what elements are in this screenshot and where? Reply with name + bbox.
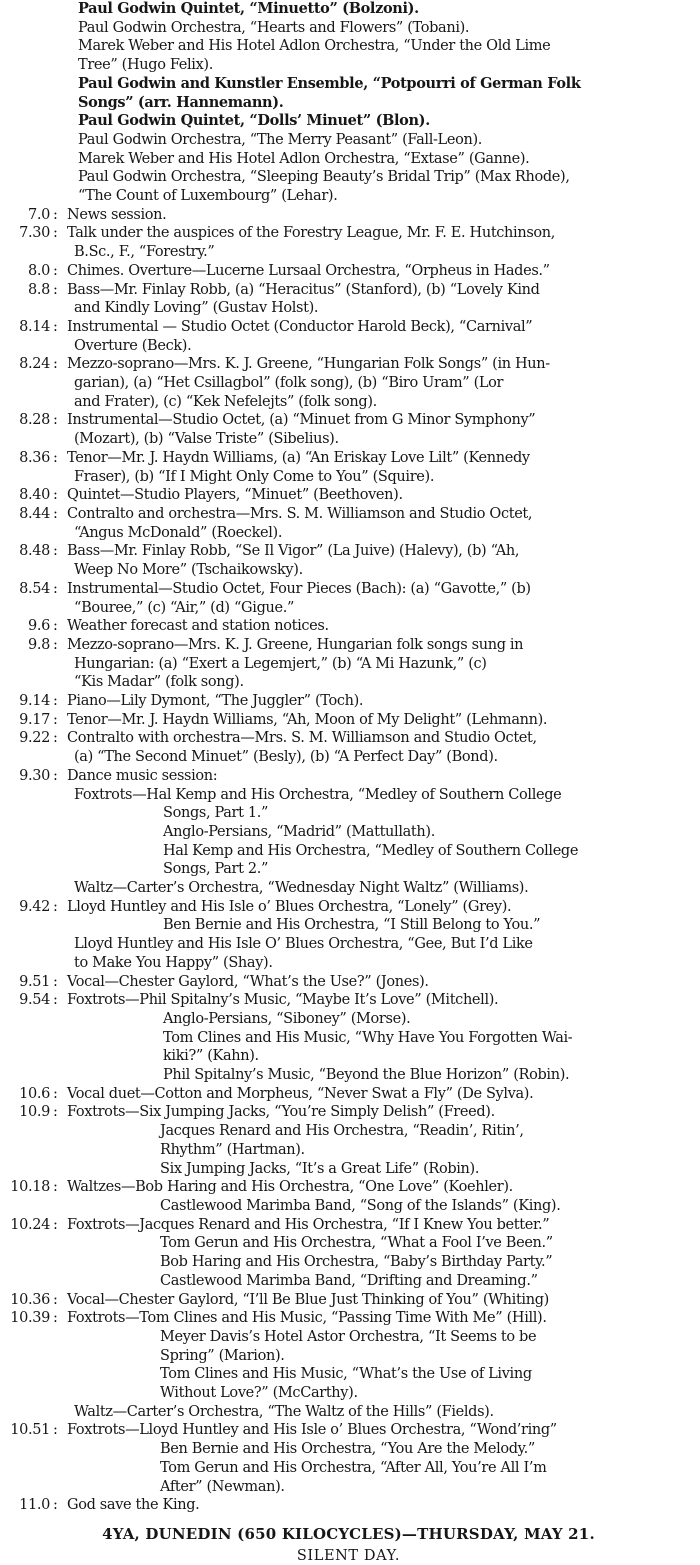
programme-line: Ben Bernie and His Orchestra, “I Still Belong to You.” — [163, 917, 541, 934]
time-separator: : — [53, 730, 58, 747]
item-text: God save the King. — [67, 1497, 200, 1514]
programme-line: (a) “The Second Minuet” (Besly), (b) “A Perfect Day” (Bond). — [74, 749, 498, 766]
item-text: Mezzo-soprano—Mrs. K. J. Greene, “Hungarian Folk Songs” (in Hun- — [67, 356, 550, 373]
item-text: Foxtrots—Phil Spitalny’s Music, “Maybe It’s Love” (Mitchell). — [67, 992, 499, 1009]
programme-line: Tom Clines and His Music, “What’s the Use of Living — [160, 1366, 532, 1383]
item-text: Foxtrots—Jacques Renard and His Orchestra, “If I Knew You better.” — [67, 1216, 550, 1233]
item-text: Chimes. Overture—Lucerne Lursaal Orchestra, “Orpheus in Hades.” — [67, 262, 550, 279]
programme-line: Paul Godwin Orchestra, “Hearts and Flowers” (Tobani). — [78, 19, 470, 36]
programme-item — [0, 224, 697, 243]
programme-line: Castlewood Marimba Band, “Drifting and Dreaming.” — [160, 1272, 538, 1289]
programme-line: “Bouree,” (c) “Air,” (d) “Gigue.” — [74, 599, 295, 616]
programme-item — [0, 1103, 697, 1122]
programme-line: Hungarian: (a) “Exert a Legemjert,” (b) “A Mi Hazunk,” (c) — [74, 655, 487, 672]
time-label: 9.22 — [19, 730, 50, 747]
time-label: 9.8 — [27, 636, 50, 653]
programme-line: and Kindly Loving” (Gustav Holst). — [74, 300, 319, 317]
programme-line: Six Jumping Jacks, “It’s a Great Life” (Robin). — [160, 1160, 480, 1177]
programme-item — [0, 898, 697, 917]
time-label: 9.30 — [19, 767, 50, 784]
time-label: 9.17 — [19, 711, 50, 728]
item-text: Vocal—Chester Gaylord, “I’ll Be Blue Just Thinking of You” (Whiting) — [67, 1291, 549, 1308]
item-text: Tenor—Mr. J. Haydn Williams, (a) “An Eriskay Love Lilt” (Kennedy — [67, 449, 530, 466]
time-label: 11.0 — [19, 1497, 50, 1514]
time-separator: : — [53, 1179, 58, 1196]
programme-line: to Make You Happy” (Shay). — [74, 954, 273, 971]
programme-item — [0, 281, 697, 300]
time-separator: : — [53, 1422, 58, 1439]
time-label: 10.39 — [10, 1310, 50, 1327]
programme-line: Marek Weber and His Hotel Adlon Orchestra, “Under the Old Lime — [78, 38, 551, 55]
programme-item — [0, 318, 697, 337]
item-text: Foxtrots—Six Jumping Jacks, “You’re Simply Delish” (Freed). — [67, 1104, 495, 1121]
time-separator: : — [53, 618, 58, 635]
programme-item — [0, 411, 697, 430]
programme-item — [0, 991, 697, 1010]
time-separator: : — [53, 1104, 58, 1121]
time-separator: : — [53, 206, 58, 223]
programme-line: Paul Godwin Quintet, “Minuetto” (Bolzoni). — [78, 0, 419, 17]
programme-line: Bob Haring and His Orchestra, “Baby’s Birthday Party.” — [160, 1254, 553, 1271]
programme-item — [0, 711, 697, 730]
time-separator: : — [53, 898, 58, 915]
time-label: 9.6 — [27, 618, 50, 635]
item-text: Weather forecast and station notices. — [67, 618, 329, 635]
time-separator: : — [53, 711, 58, 728]
programme-line: Paul Godwin and Kunstler Ensemble, “Potpourri of German Folk — [78, 74, 581, 92]
programme-line: Paul Godwin Quintet, “Dolls’ Minuet” (Blon). — [78, 112, 430, 130]
time-separator: : — [53, 973, 58, 990]
programme-line: Anglo-Persians, “Siboney” (Morse). — [163, 1010, 411, 1027]
programme-line: Castlewood Marimba Band, “Song of the Islands” (King). — [160, 1198, 561, 1214]
programme-item — [0, 636, 697, 655]
item-text: Instrumental—Studio Octet, Four Pieces (Bach): (a) “Gavotte,” (b) — [67, 580, 531, 597]
programme-line: Meyer Davis’s Hotel Astor Orchestra, “It Seems to be — [160, 1328, 537, 1345]
item-text: Tenor—Mr. J. Haydn Williams, “Ah, Moon of My Delight” (Lehmann). — [67, 711, 548, 728]
time-label: 8.0 — [27, 262, 50, 279]
item-text: Foxtrots—Lloyd Huntley and His Isle o’ Blues Orchestra, “Wond’ring” — [67, 1422, 557, 1439]
time-label: 10.36 — [10, 1291, 50, 1308]
time-separator: : — [53, 449, 58, 466]
item-text: Waltzes—Bob Haring and His Orchestra, “One Love” (Koehler). — [67, 1179, 513, 1196]
programme-item — [0, 355, 697, 374]
programme-line: and Frater), (c) “Kek Nefelejts” (folk song). — [74, 393, 377, 410]
time-label: 10.6 — [19, 1085, 50, 1102]
time-separator: : — [53, 1497, 58, 1514]
time-separator: : — [53, 281, 58, 298]
time-label: 8.8 — [27, 281, 50, 298]
time-separator: : — [53, 992, 58, 1009]
time-separator: : — [53, 262, 58, 279]
programme-line: Marek Weber and His Hotel Adlon Orchestra, “Extase” (Ganne). — [78, 150, 530, 167]
item-text: Instrumental—Studio Octet, (a) “Minuet from G Minor Symphony” — [67, 412, 536, 429]
time-label: 10.24 — [10, 1216, 50, 1233]
time-separator: : — [53, 1085, 58, 1102]
programme-line: Ben Bernie and His Orchestra, “You Are the Melody.” — [160, 1441, 535, 1458]
programme-item — [0, 542, 697, 561]
time-separator: : — [53, 1216, 58, 1233]
time-label: 10.18 — [10, 1179, 50, 1196]
item-text: Piano—Lily Dymont, “The Juggler” (Toch). — [67, 693, 364, 710]
programme-line: Songs, Part 2.” — [163, 861, 269, 878]
item-text: Contralto and orchestra—Mrs. S. M. Williamson and Studio Octet, — [67, 505, 533, 522]
programme-line: Tom Gerun and His Orchestra, “What a Fool I’ve Been.” — [160, 1235, 553, 1252]
programme-item — [0, 1309, 697, 1328]
programme-line: Paul Godwin Orchestra, “Sleeping Beauty’s Bridal Trip” (Max Rhode), — [78, 169, 570, 186]
item-text: Mezzo-soprano—Mrs. K. J. Greene, Hungarian folk songs sung in — [67, 636, 524, 653]
time-separator: : — [53, 636, 58, 653]
programme-item — [0, 692, 697, 711]
time-separator: : — [53, 767, 58, 784]
programme-line: “The Count of Luxembourg” (Lehar). — [78, 188, 338, 205]
time-label: 10.9 — [19, 1104, 50, 1121]
programme-line: garian), (a) “Het Csillagbol” (folk song), (b) “Biro Uram” (Lor — [74, 375, 504, 392]
programme-line: “Angus McDonald” (Roeckel). — [74, 524, 283, 541]
item-text: Instrumental — Studio Octet (Conductor Harold Beck), “Carnival” — [67, 318, 533, 335]
programme-line: Tree” (Hugo Felix). — [78, 57, 213, 74]
time-separator: : — [53, 1291, 58, 1308]
programme-line: Tom Gerun and His Orchestra, “After All, You’re All I’m — [160, 1459, 547, 1476]
time-separator: : — [53, 543, 58, 560]
programme-line: Anglo-Persians, “Madrid” (Mattullath). — [163, 823, 435, 840]
programme-item — [0, 449, 697, 468]
time-separator: : — [53, 225, 58, 242]
programme-item — [0, 1291, 697, 1310]
time-label: 9.51 — [19, 973, 50, 990]
programme-item — [0, 580, 697, 599]
programme-line: Without Love?” (McCarthy). — [160, 1385, 358, 1402]
time-label: 8.48 — [19, 543, 50, 560]
programme-line: Weep No More” (Tschaikowsky). — [74, 562, 303, 579]
programme-line: (Mozart), (b) “Valse Triste” (Sibelius). — [74, 431, 339, 448]
time-separator: : — [53, 580, 58, 597]
time-label: 9.54 — [19, 992, 50, 1009]
programme-item — [0, 1216, 697, 1235]
station-heading: 4YA, DUNEDIN (650 KILOCYCLES)—THURSDAY, MAY 21. — [102, 1524, 595, 1543]
programme-item — [0, 973, 697, 992]
programme-line: Lloyd Huntley and His Isle O’ Blues Orchestra, “Gee, But I’d Like — [74, 936, 533, 953]
programme-item — [0, 262, 697, 281]
programme-line: Jacques Renard and His Orchestra, “Readin’, Ritin’, — [160, 1123, 524, 1140]
programme-line: Fraser), (b) “If I Might Only Come to You” (Squire). — [74, 468, 435, 485]
time-separator: : — [53, 505, 58, 522]
time-separator: : — [53, 318, 58, 335]
time-label: 8.36 — [19, 449, 50, 466]
time-separator: : — [53, 693, 58, 710]
item-text: Vocal duet—Cotton and Morpheus, “Never Swat a Fly” (De Sylva). — [67, 1085, 534, 1102]
station-footer — [0, 1525, 697, 1565]
item-text: Dance music session: — [67, 767, 218, 784]
time-label: 8.24 — [19, 356, 50, 373]
programme-line: B.Sc., F., “Forestry.” — [74, 244, 215, 261]
programme-line: Hal Kemp and His Orchestra, “Medley of Southern College — [163, 842, 579, 859]
programme-line: kiki?” (Kahn). — [163, 1048, 259, 1065]
programme-line: Rhythm” (Hartman). — [160, 1141, 305, 1158]
programme-line: “Kis Madar” (folk song). — [74, 674, 244, 691]
time-label: 9.42 — [19, 898, 50, 915]
programme-line: Paul Godwin Orchestra, “The Merry Peasant” (Fall-Leon). — [78, 131, 483, 148]
programme-line: Waltz—Carter’s Orchestra, “The Waltz of the Hills” (Fields). — [74, 1403, 494, 1420]
programme-line: Phil Spitalny’s Music, “Beyond the Blue Horizon” (Robin). — [163, 1067, 570, 1084]
programme-item — [0, 1496, 697, 1515]
item-text: Contralto with orchestra—Mrs. S. M. Williamson and Studio Octet, — [67, 730, 537, 747]
silent-day-note: SILENT DAY. — [296, 1547, 401, 1564]
item-text: Foxtrots—Tom Clines and His Music, “Passing Time With Me” (Hill). — [67, 1310, 547, 1327]
programme-item — [0, 729, 697, 748]
time-label: 9.14 — [19, 693, 50, 710]
programme-item — [0, 1085, 697, 1104]
time-separator: : — [53, 487, 58, 504]
programme-item — [0, 617, 697, 636]
programme-line: Songs, Part 1.” — [163, 805, 269, 822]
programme-line: Waltz—Carter’s Orchestra, “Wednesday Night Waltz” (Williams). — [74, 880, 529, 897]
programme-line: Spring” (Marion). — [160, 1347, 285, 1364]
item-text: Quintet—Studio Players, “Minuet” (Beethoven). — [67, 487, 403, 504]
item-text: Bass—Mr. Finlay Robb, “Se Il Vigor” (La Juive) (Halevy), (b) “Ah, — [67, 543, 520, 560]
time-label: 8.44 — [19, 505, 50, 522]
time-separator: : — [53, 356, 58, 373]
item-text: Talk under the auspices of the Forestry League, Mr. F. E. Hutchinson, — [67, 225, 556, 242]
programme-line: Overture (Beck). — [74, 337, 192, 354]
programme-line: Songs” (arr. Hannemann). — [78, 93, 284, 111]
item-text: Lloyd Huntley and His Isle o’ Blues Orchestra, “Lonely” (Grey). — [67, 898, 512, 915]
time-label: 8.40 — [19, 487, 50, 504]
programme-item — [0, 486, 697, 505]
item-text: Bass—Mr. Finlay Robb, (a) “Heracitus” (Stanford), (b) “Lovely Kind — [67, 281, 540, 298]
time-separator: : — [53, 1310, 58, 1327]
programme-item — [0, 767, 697, 786]
programme-item — [0, 1421, 697, 1440]
programme-item — [0, 505, 697, 524]
programme-item — [0, 1178, 697, 1197]
programme-line: After” (Newman). — [160, 1478, 285, 1495]
time-label: 8.14 — [19, 318, 50, 335]
time-label: 7.30 — [19, 225, 50, 242]
programme-item — [0, 206, 697, 225]
item-text: News session. — [67, 206, 167, 223]
programme-line: Foxtrots—Hal Kemp and His Orchestra, “Medley of Southern College — [74, 786, 562, 803]
item-text: Vocal—Chester Gaylord, “What’s the Use?” (Jones). — [67, 973, 429, 990]
time-label: 8.54 — [19, 580, 50, 597]
time-separator: : — [53, 412, 58, 429]
time-label: 10.51 — [10, 1422, 50, 1439]
programme-line: Tom Clines and His Music, “Why Have You Forgotten Wai- — [163, 1029, 573, 1046]
time-label: 7.0 — [27, 206, 50, 223]
time-label: 8.28 — [19, 412, 50, 429]
